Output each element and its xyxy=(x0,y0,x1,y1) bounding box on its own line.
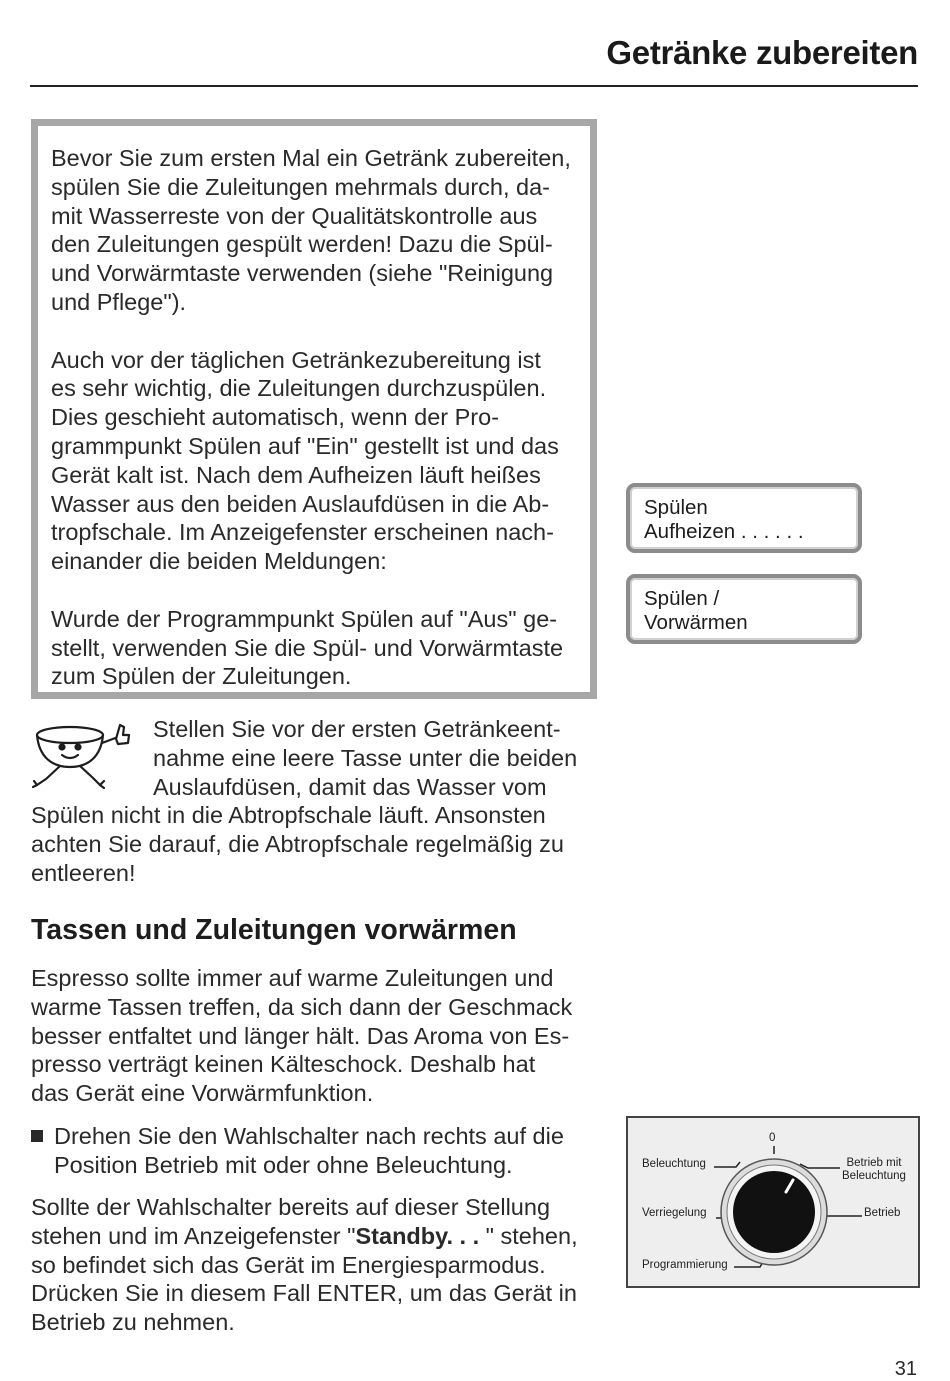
text-line: Beleuchtung xyxy=(842,1170,906,1182)
display-line-2: Vorwärmen xyxy=(644,611,748,634)
warning-box xyxy=(31,119,597,699)
display-line-1: Spülen xyxy=(644,496,708,519)
text-line: und Pflege"). xyxy=(51,288,187,315)
text-line: Auslaufdüsen, damit das Wasser vom xyxy=(153,773,547,800)
display-line-1: Spülen / xyxy=(644,587,720,610)
text-line: " stehen, xyxy=(479,1222,578,1249)
text-line: Position Betrieb mit oder ohne Beleuchtung. xyxy=(54,1151,513,1178)
standby-paragraph xyxy=(31,1193,606,1337)
dial-label-programmierung: Programmierung xyxy=(642,1259,728,1271)
standby-term: Standby. . . xyxy=(355,1222,480,1249)
text-line: entleeren! xyxy=(31,859,136,886)
text-line: presso verträgt keinen Kälteschock. Deshalb hat xyxy=(31,1051,536,1078)
text-line: Spülen nicht in die Abtropfschale läuft. Ansonsten xyxy=(31,802,546,829)
display-line-2: Aufheizen . . . . . . xyxy=(644,520,804,543)
page-title: Getränke zubereiten xyxy=(606,34,918,71)
text-line: Dies geschieht automatisch, wenn der Pro- xyxy=(51,404,500,431)
text-line: besser entfaltet und länger hält. Das Aroma von Es- xyxy=(31,1022,570,1049)
text-line: mit Wasserreste von der Qualitätskontrolle aus xyxy=(51,202,538,229)
dial-label-betrieb-mit-beleuchtung xyxy=(842,1157,906,1183)
page-number: 31 xyxy=(894,1358,917,1380)
tip-text xyxy=(31,715,606,888)
display-message-heating xyxy=(626,483,862,553)
text-line: Drücken Sie in diesem Fall ENTER, um das Gerät in xyxy=(31,1280,577,1307)
section-heading: Tassen und Zuleitungen vorwärmen xyxy=(31,914,517,946)
warning-paragraph-2 xyxy=(51,346,586,576)
text-line: so befindet sich das Gerät im Energiesparmodus. xyxy=(31,1251,546,1278)
bullet-instruction xyxy=(54,1122,606,1180)
dial-label-beleuchtung: Beleuchtung xyxy=(642,1158,706,1170)
dial-label-off: 0 xyxy=(769,1132,776,1144)
text-line: Wasser aus den beiden Auslaufdüsen in die Ab- xyxy=(51,490,550,517)
text-line: Wurde der Programmpunkt Spülen auf "Aus" ge- xyxy=(51,605,558,632)
text-line: achten Sie darauf, die Abtropfschale regelmäßig zu xyxy=(31,831,564,858)
text-line: Drehen Sie den Wahlschalter nach rechts auf die xyxy=(54,1123,564,1149)
text-line: warme Tassen treffen, da sich dann der Geschmack xyxy=(31,993,573,1020)
warning-paragraph-1 xyxy=(51,144,586,317)
text-line: Stellen Sie vor der ersten Getränkeent- xyxy=(153,716,561,742)
text-line: Betrieb mit xyxy=(846,1157,902,1169)
text-line: es sehr wichtig, die Zuleitungen durchzuspülen. xyxy=(51,375,547,402)
text-line: stehen und im Anzeigefenster " xyxy=(31,1222,356,1249)
title-rule xyxy=(30,85,918,87)
text-line: das Gerät eine Vorwärmfunktion. xyxy=(31,1080,374,1107)
text-line: Betrieb zu nehmen. xyxy=(31,1309,235,1336)
selector-switch-figure xyxy=(626,1116,920,1288)
text-line: grammpunkt Spülen auf "Ein" gestellt ist und das xyxy=(51,432,559,459)
text-line: und Vorwärmtaste verwenden (siehe "Reinigung xyxy=(51,260,554,287)
warning-text xyxy=(51,144,586,691)
bullet-square-icon xyxy=(31,1130,43,1142)
text-line: Espresso sollte immer auf warme Zuleitungen und xyxy=(31,965,554,991)
text-line: stellt, verwenden Sie die Spül- und Vorwärmtaste xyxy=(51,634,564,661)
text-line: tropfschale. Im Anzeigefenster erscheinen nach- xyxy=(51,519,554,546)
text-line: Bevor Sie zum ersten Mal ein Getränk zubereiten, xyxy=(51,145,571,171)
text-line: einander die beiden Meldungen: xyxy=(51,548,387,575)
dial-label-verriegelung: Verriegelung xyxy=(642,1207,707,1219)
text-line: spülen Sie die Zuleitungen mehrmals durch, da- xyxy=(51,173,550,200)
warning-paragraph-3 xyxy=(51,605,586,691)
text-line: Gerät kalt ist. Nach dem Aufheizen läuft heißes xyxy=(51,461,541,488)
text-line: den Zuleitungen gespült werden! Dazu die Spül- xyxy=(51,231,553,258)
text-line: nahme eine leere Tasse unter die beiden xyxy=(153,744,578,771)
text-line: Sollte der Wahlschalter bereits auf dieser Stellung xyxy=(31,1194,551,1220)
display-message-preheating xyxy=(626,574,862,644)
text-line: Auch vor der täglichen Getränkezubereitung ist xyxy=(51,346,541,373)
text-line: zum Spülen der Zuleitungen. xyxy=(51,663,352,690)
section-intro xyxy=(31,964,606,1108)
dial-label-betrieb: Betrieb xyxy=(864,1207,901,1219)
